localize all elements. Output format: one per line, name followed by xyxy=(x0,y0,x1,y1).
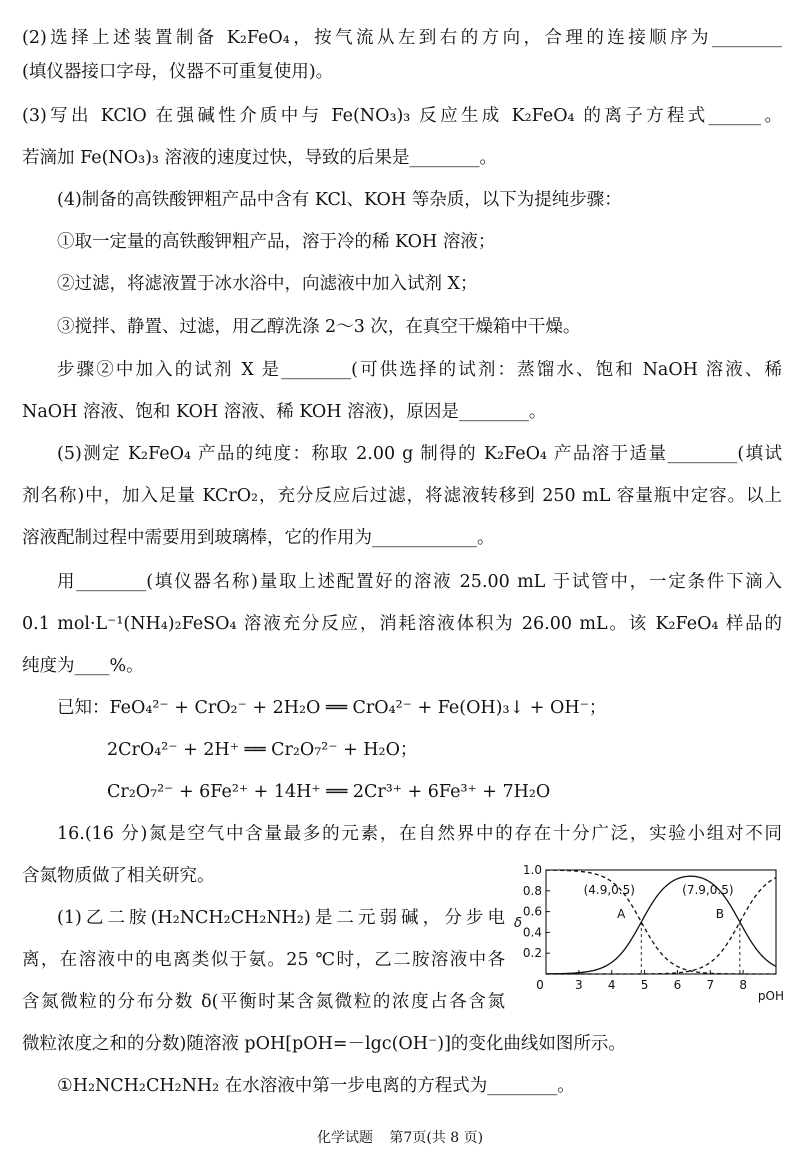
q15-4-reagent-line1: 步骤②中加入的试剂 X 是________(可供选择的试剂：蒸馏水、饱和 NaOH 溶液、稀 xyxy=(57,360,782,380)
y-tick-label: 1.0 xyxy=(522,863,542,877)
q16-intro-line2: 含氮物质做了相关研究。 xyxy=(22,866,215,886)
q15-2-line2: (填仪器接口字母，仪器不可重复使用)。 xyxy=(22,62,334,82)
x-tick-label: 8 xyxy=(739,978,747,992)
footer-page-number: 第7页(共 8 页) xyxy=(389,1130,484,1146)
q15-2-line1: (2)选择上述装置制备 K₂FeO₄，按气流从左到右的方向，合理的连接顺序为________ xyxy=(22,28,782,48)
q16-1-line4: 微粒浓度之和的分数)随溶液 pOH[pOH=－lgc(OH⁻)]的变化曲线如图所示。 xyxy=(22,1034,626,1054)
q15-4-reagent-line2: NaOH 溶液、饱和 KOH 溶液、稀 KOH 溶液)，原因是________。 xyxy=(22,402,547,422)
y-tick-label: 0.2 xyxy=(522,946,542,961)
q15-3-line2: 若滴加 Fe(NO₃)₃ 溶液的速度过快，导致的后果是________。 xyxy=(22,148,498,168)
x-axis-label: pOH xyxy=(757,989,784,1003)
q15-4-step2: ②过滤，将滤液置于冰水浴中，向滤液中加入试剂 X； xyxy=(57,274,478,294)
q15-5-line4: 用________(填仪器名称)量取上述配置好的溶液 25.00 mL 于试管中，一定条件下滴入 xyxy=(57,572,782,592)
footer-subject: 化学试题 xyxy=(316,1130,373,1146)
q15-5-line2: 剂名称)中，加入足量 KCrO₂，充分反应后过滤，将滤液转移到 250 mL 容量瓶中定容。以上 xyxy=(22,486,782,506)
y-tick-label: 0.6 xyxy=(522,904,542,919)
q16-1-line2: 离，在溶液中的电离类似于氨。25 ℃时，乙二胺溶液中各 xyxy=(22,950,505,970)
x-tick-label: 7 xyxy=(706,978,715,992)
page-footer xyxy=(0,1128,800,1148)
known-reaction-3: Cr₂O₇²⁻ + 6Fe²⁺ + 14H⁺ ══ 2Cr³⁺ + 6Fe³⁺ + 7H₂O xyxy=(107,782,551,802)
x-tick-label: 4 xyxy=(607,978,616,992)
x-tick-label: 5 xyxy=(640,978,649,992)
q15-3-line1: (3)写出 KClO 在强碱性介质中与 Fe(NO₃)₃ 反应生成 K₂FeO₄ 的离子方程式______。 xyxy=(22,106,782,126)
q15-4-step1: ①取一定量的高铁酸钾粗产品，溶于冷的稀 KOH 溶液； xyxy=(57,232,496,252)
known-reaction-2: 2CrO₄²⁻ + 2H⁺ ══ Cr₂O₇²⁻ + H₂O； xyxy=(107,740,418,760)
point-label: A xyxy=(617,907,626,921)
series-line xyxy=(546,876,776,974)
q15-4-step3: ③搅拌、静置、过滤，用乙醇洗涤 2～3 次，在真空干燥箱中干燥。 xyxy=(57,317,581,337)
q15-5-line1: (5)测定 K₂FeO₄ 产品的纯度：称取 2.00 g 制得的 K₂FeO₄ 产品溶于适量________(填试 xyxy=(57,444,782,464)
x-tick-label: 3 xyxy=(575,978,583,992)
q16-1-line1: (1)乙二胺(H₂NCH₂CH₂NH₂)是二元弱碱，分步电 xyxy=(57,908,505,928)
q16-1-line3: 含氮微粒的分布分数 δ(平衡时某含氮微粒的浓度占各含氮 xyxy=(22,992,505,1012)
plot-frame xyxy=(546,870,776,974)
y-axis-label: δ xyxy=(514,916,522,931)
x-tick-label: 0 xyxy=(536,978,544,992)
q15-5-line5: 0.1 mol·L⁻¹(NH₄)₂FeSO₄ 溶液充分反应，消耗溶液体积为 26.00 mL。该 K₂FeO₄ 样品的 xyxy=(22,614,782,634)
q15-5-line6: 纯度为____%。 xyxy=(22,656,144,676)
q15-5-line3: 溶液配制过程中需要用到玻璃棒，它的作用为____________。 xyxy=(22,528,495,548)
y-tick-label: 0.4 xyxy=(522,925,542,940)
point-label: B xyxy=(715,907,724,921)
point-coord-label: (7.9,0.5) xyxy=(682,883,734,897)
x-tick-label: 6 xyxy=(673,978,682,992)
y-tick-label: 0.8 xyxy=(522,883,542,898)
known-reaction-1: 已知：FeO₄²⁻ + CrO₂⁻ + 2H₂O ══ CrO₄²⁻ + Fe(OH)₃↓ + OH⁻； xyxy=(57,698,607,718)
q16-1-sub1: ①H₂NCH₂CH₂NH₂ 在水溶液中第一步电离的方程式为________。 xyxy=(57,1076,575,1096)
point-coord-label: (4.9,0.5) xyxy=(583,883,635,897)
distribution-chart xyxy=(508,862,798,1014)
series-line xyxy=(546,870,776,974)
q15-4-intro: (4)制备的高铁酸钾粗产品中含有 KCl、KOH 等杂质，以下为提纯步骤： xyxy=(57,190,622,210)
q16-intro-line1: 16.(16 分)氮是空气中含量最多的元素，在自然界中的存在十分广泛，实验小组对不同 xyxy=(57,824,782,844)
distribution-chart-svg xyxy=(508,862,798,1014)
